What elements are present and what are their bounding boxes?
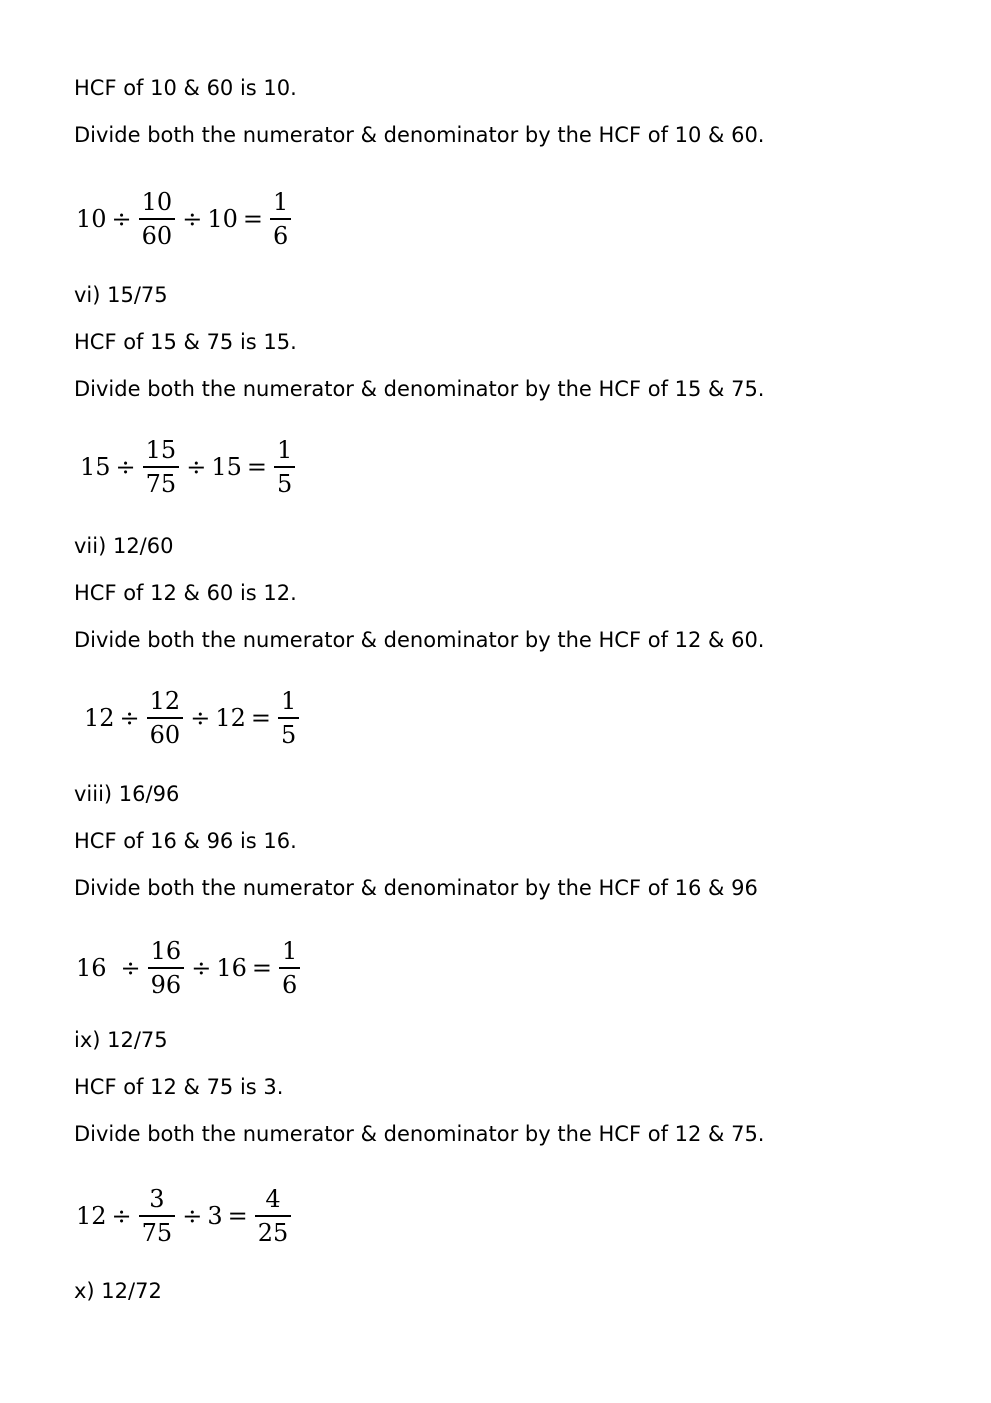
equation-lead-number: 16 [76,954,107,982]
result-denominator: 6 [281,970,298,999]
hcf-statement: HCF of 12 & 75 is 3. [74,1075,284,1099]
equation-lead-number: 10 [76,205,107,233]
original-fraction [147,687,184,749]
result-denominator: 6 [272,221,289,250]
divide-sign: ÷ [190,704,211,732]
divide-sign: ÷ [119,704,140,732]
divide-instruction: Divide both the numerator & denominator by the HCF of 16 & 96 [74,876,758,900]
divide-sign: ÷ [111,1202,132,1230]
result-numerator: 4 [265,1185,281,1214]
result-denominator: 5 [276,469,293,498]
divide-sign: ÷ [120,954,141,982]
equation-divisor: 10 [207,205,238,233]
result-numerator: 1 [280,687,297,716]
divide-instruction: Divide both the numerator & denominator by the HCF of 10 & 60. [74,123,765,147]
original-fraction [148,937,185,999]
problem-heading: x) 12/72 [74,1279,162,1303]
fraction-numerator: 16 [150,937,182,966]
divide-instruction: Divide both the numerator & denominator by the HCF of 15 & 75. [74,377,765,401]
divide-sign: ÷ [115,453,136,481]
divide-sign: ÷ [182,205,203,233]
fraction-denominator: 75 [145,469,177,498]
divide-sign: ÷ [186,453,207,481]
hcf-statement: HCF of 12 & 60 is 12. [74,581,297,605]
divide-sign: ÷ [111,205,132,233]
hcf-statement: HCF of 10 & 60 is 10. [74,76,297,100]
equals-sign: = [242,205,263,233]
divide-sign: ÷ [191,954,212,982]
problem-heading: vii) 12/60 [74,534,174,558]
fraction-denominator: 96 [150,970,182,999]
result-fraction [279,937,300,999]
original-fraction [143,436,180,498]
problem-heading: vi) 15/75 [74,283,168,307]
result-fraction [270,188,291,250]
fraction-numerator: 12 [149,687,181,716]
equation-lead-number: 12 [84,704,115,732]
fraction-numerator: 15 [145,436,177,465]
fraction-denominator: 75 [141,1218,173,1247]
result-fraction [255,1185,292,1247]
hcf-statement: HCF of 15 & 75 is 15. [74,330,297,354]
equation-divisor: 3 [207,1202,223,1230]
fraction-equation [80,434,297,500]
problem-heading: viii) 16/96 [74,782,180,806]
equals-sign: = [227,1202,248,1230]
original-fraction [139,188,176,250]
result-fraction [278,687,299,749]
fraction-denominator: 60 [141,221,173,250]
result-numerator: 1 [272,188,289,217]
equals-sign: = [246,453,267,481]
result-numerator: 1 [281,937,298,966]
fraction-numerator: 10 [141,188,173,217]
equals-sign: = [251,954,272,982]
equation-lead-number: 12 [76,1202,107,1230]
fraction-numerator: 3 [149,1185,165,1214]
fraction-equation [76,1183,293,1249]
divide-sign: ÷ [182,1202,203,1230]
fraction-equation [76,935,302,1001]
result-numerator: 1 [276,436,293,465]
original-fraction [139,1185,176,1247]
problem-heading: ix) 12/75 [74,1028,168,1052]
result-denominator: 5 [280,720,297,749]
fraction-equation [76,186,293,252]
result-denominator: 25 [257,1218,289,1247]
equation-divisor: 15 [211,453,242,481]
divide-instruction: Divide both the numerator & denominator by the HCF of 12 & 75. [74,1122,765,1146]
equation-divisor: 16 [216,954,247,982]
result-fraction [274,436,295,498]
equation-divisor: 12 [215,704,246,732]
equation-lead-number: 15 [80,453,111,481]
fraction-denominator: 60 [149,720,181,749]
hcf-statement: HCF of 16 & 96 is 16. [74,829,297,853]
equals-sign: = [250,704,271,732]
divide-instruction: Divide both the numerator & denominator by the HCF of 12 & 60. [74,628,765,652]
fraction-equation [84,685,301,751]
